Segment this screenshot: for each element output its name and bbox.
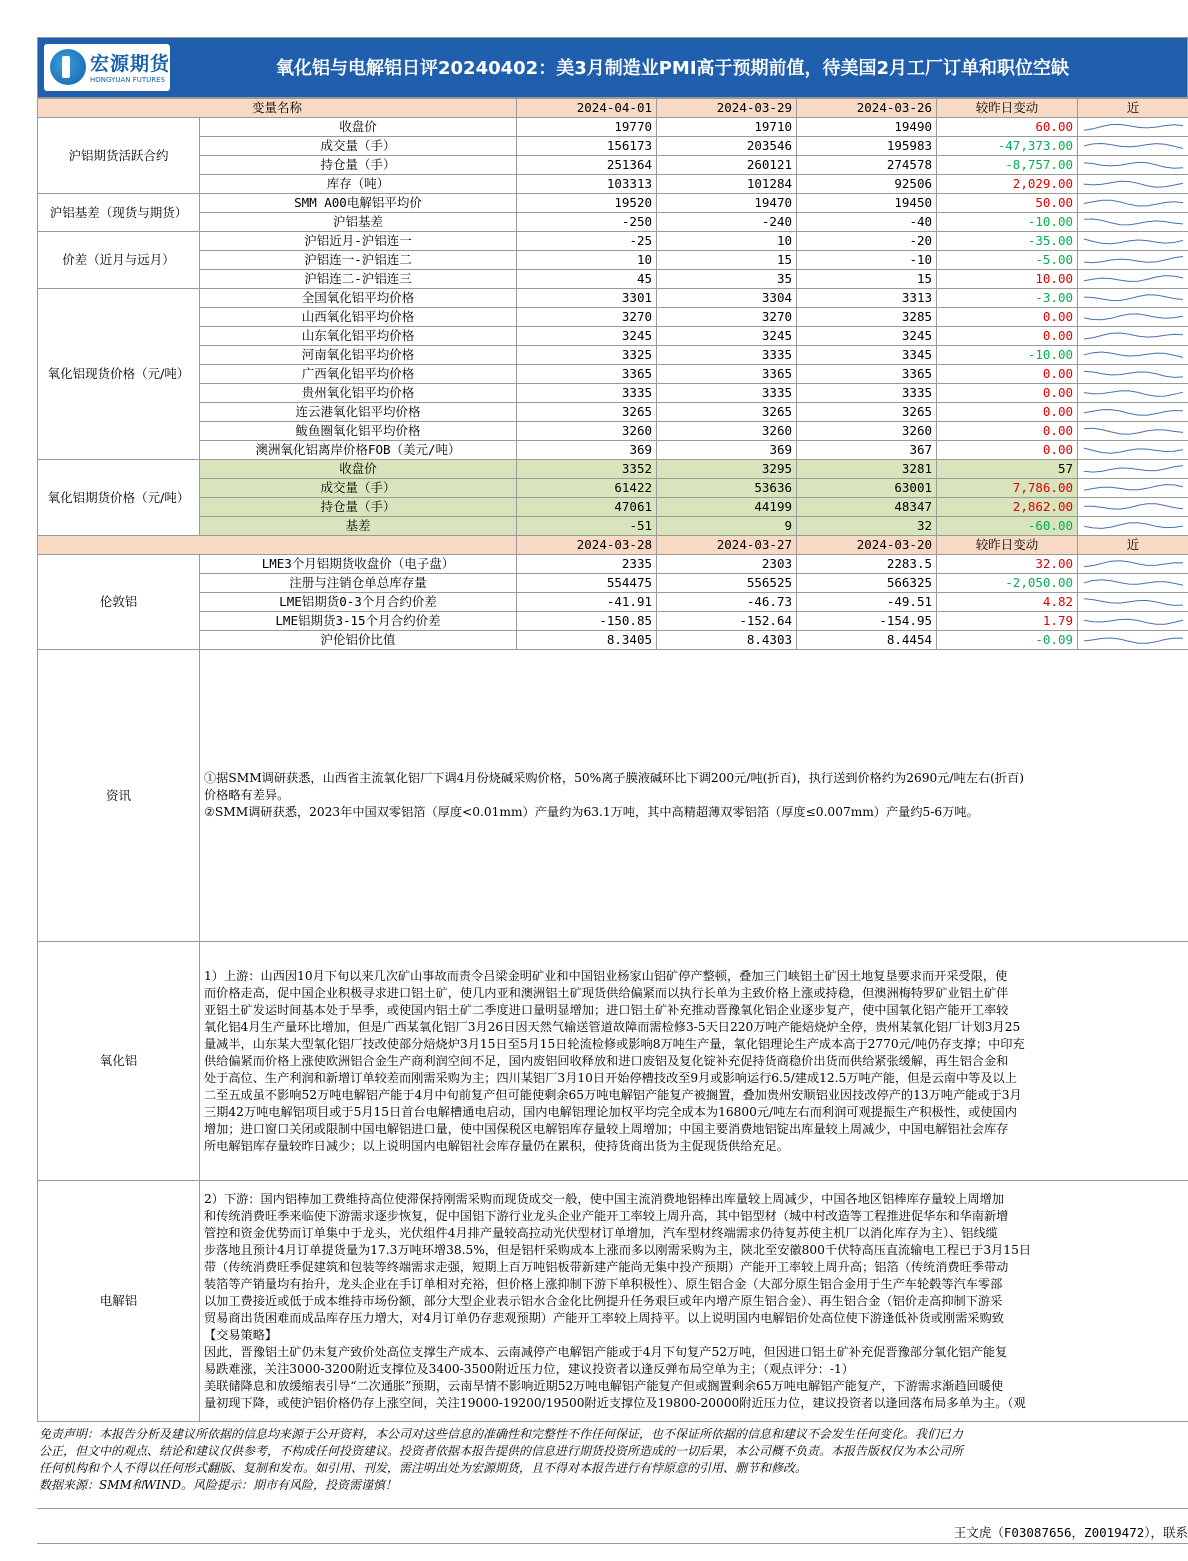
sparkline-trend	[1084, 333, 1183, 339]
header-cell-variable	[38, 536, 517, 555]
row-label: 河南氧化铝平均价格	[200, 346, 517, 365]
sparkline-trend	[1084, 257, 1183, 263]
sparkline-trend	[1084, 599, 1183, 606]
header-cell-variable: 变量名称	[38, 99, 517, 118]
value-cell: 19520	[517, 194, 657, 213]
sparkline-cell	[1078, 213, 1188, 232]
table-row	[38, 365, 1188, 384]
text-line: 装箔等产销量均有抬升，龙头企业在手订单相对充裕，但价格上涨抑制下游下单积极性）、原生铝合金（大部分原生铝合金用于生产车轮毂等汽车零部	[204, 1276, 1003, 1291]
value-cell: -25	[517, 232, 657, 251]
table-row	[38, 441, 1188, 460]
sparkline-trend	[1084, 638, 1183, 643]
sparkline-cell	[1078, 441, 1188, 460]
sparkline-cell	[1078, 365, 1188, 384]
sparkline-trend	[1084, 239, 1183, 244]
row-label: 基差	[200, 517, 517, 536]
value-cell: 3335	[657, 346, 797, 365]
row-label: LME铝期货3-15个月合约价差	[200, 612, 517, 631]
group-label: 沪铝期货活跃合约	[38, 118, 200, 194]
logo-text-cn: 宏源期货	[90, 53, 171, 75]
table-row	[38, 498, 1188, 517]
text-line: ②SMM调研获悉，2023年中国双零铝箔（厚度<0.01mm）产量约为63.1万吨，其中高精超薄双零铝箔（厚度≤0.007mm）产量约5-6万吨。	[204, 805, 979, 819]
table-row	[38, 422, 1188, 441]
row-label: 持仓量（手）	[200, 156, 517, 175]
sparkline-cell	[1078, 308, 1188, 327]
sparkline-trend	[1084, 219, 1183, 225]
disclaimer	[37, 1422, 1188, 1509]
table-row	[38, 631, 1188, 650]
sparkline-trend	[1084, 466, 1183, 473]
sparkline-cell	[1078, 403, 1188, 422]
value-cell: 8.3405	[517, 631, 657, 650]
sparkline-cell	[1078, 289, 1188, 308]
news-text	[200, 650, 1188, 942]
news-label: 资讯	[38, 650, 200, 942]
header-cell: 较昨日变动	[937, 99, 1078, 118]
text-line: 氧化铝4月生产量环比增加，但是广西某氧化铝厂3月26日因天然气输送管道故障而需检修3-5天日220万吨产能焙烧炉全停，贵州某氧化铝厂计划3月25	[204, 1019, 1021, 1034]
change-cell: 7,786.00	[937, 479, 1078, 498]
table-row	[38, 251, 1188, 270]
table-row	[38, 308, 1188, 327]
value-cell: 3325	[517, 346, 657, 365]
alumina-text	[200, 942, 1188, 1181]
report-page	[37, 37, 1188, 1544]
change-cell: -2,050.00	[937, 574, 1078, 593]
table-row	[38, 346, 1188, 365]
author-line: 王文虎（F03087656，Z0019472），联系	[37, 1509, 1188, 1544]
text-line: 因此，晋豫铝土矿仍未复产致价处高位支撑生产成本、云南减停产电解铝产能或于4月下旬复产52万吨，但因进口铝土矿补充促晋豫部分氧化铝产能复	[204, 1344, 1008, 1359]
text-line: 和传统消费旺季来临使下游需求逐步恢复，促中国铝下游行业龙头企业产能开工率较上周升高，其中铝型材（城中村改造等工程推进促华东和华南新增	[204, 1208, 1009, 1223]
sparkline-trend	[1084, 561, 1183, 567]
row-label: 沪铝连二-沪铝连三	[200, 270, 517, 289]
value-cell: 566325	[797, 574, 937, 593]
table-row	[38, 270, 1188, 289]
row-label: 山东氧化铝平均价格	[200, 327, 517, 346]
sparkline-cell	[1078, 270, 1188, 289]
row-label: 持仓量（手）	[200, 498, 517, 517]
value-cell: 103313	[517, 175, 657, 194]
value-cell: 260121	[657, 156, 797, 175]
row-label: 沪伦铝价比值	[200, 631, 517, 650]
text-line: 价格略有差异。	[204, 788, 290, 802]
change-cell: -3.00	[937, 289, 1078, 308]
alumina-row	[38, 942, 1188, 1181]
change-cell: 0.00	[937, 441, 1078, 460]
value-cell: 3365	[797, 365, 937, 384]
table-row	[38, 555, 1188, 574]
value-cell: 3245	[797, 327, 937, 346]
change-cell: -5.00	[937, 251, 1078, 270]
value-cell: -154.95	[797, 612, 937, 631]
value-cell: 3265	[517, 403, 657, 422]
change-cell: -10.00	[937, 346, 1078, 365]
change-cell: 0.00	[937, 365, 1078, 384]
row-label: 沪铝连一-沪铝连二	[200, 251, 517, 270]
value-cell: 19470	[657, 194, 797, 213]
sparkline-cell	[1078, 498, 1188, 517]
value-cell: 8.4454	[797, 631, 937, 650]
sparkline-cell	[1078, 137, 1188, 156]
value-cell: -46.73	[657, 593, 797, 612]
sparkline-trend	[1084, 485, 1183, 491]
value-cell: 19770	[517, 118, 657, 137]
text-line: 贸易商出货困难而成品库存压力增大，对4月订单仍存悲观预期）产能开工率较上周持平。以上说明国内电解铝价处高位使下游逢低补货或刚需采购致	[204, 1310, 1004, 1325]
group-label: 伦敦铝	[38, 555, 200, 650]
row-label: 收盘价	[200, 118, 517, 137]
sparkline-trend	[1084, 162, 1183, 168]
text-line: 管控和资金优势而订单集中于龙头，光伏组件4月排产量较高拉动光伏型材订单增加，汽车型材终端需求仍待复苏使主机厂以消化库存为主）、铝线缆	[204, 1225, 998, 1240]
value-cell: 251364	[517, 156, 657, 175]
value-cell: 369	[517, 441, 657, 460]
data-table	[37, 98, 1188, 1422]
electro-row	[38, 1181, 1188, 1422]
value-cell: 32	[797, 517, 937, 536]
sparkline-trend	[1084, 144, 1183, 149]
header-cell: 近	[1078, 536, 1188, 555]
header-cell: 2024-03-20	[797, 536, 937, 555]
sparkline-cell	[1078, 232, 1188, 251]
value-cell: 2335	[517, 555, 657, 574]
value-cell: 369	[657, 441, 797, 460]
text-line: 而价格走高，促中国企业积极寻求进口铝土矿，使几内亚和澳洲铝土矿现货供给偏紧而以执行长单为主致价格上涨或持稳，但澳洲梅特罗矿业铝土矿伴	[204, 985, 1009, 1000]
value-cell: -51	[517, 517, 657, 536]
row-label: 收盘价	[200, 460, 517, 479]
table-row	[38, 213, 1188, 232]
value-cell: 203546	[657, 137, 797, 156]
text-line: 美联储降息和放缓缩表引导“二次通胀”预期，云南旱情不影响近期52万吨电解铝产能复产但或搁置剩余65万吨电解铝产能复产，下游需求渐趋回暖使	[204, 1378, 1004, 1393]
row-label: 连云港氧化铝平均价格	[200, 403, 517, 422]
value-cell: 3335	[517, 384, 657, 403]
value-cell: -40	[797, 213, 937, 232]
row-label: 澳洲氧化铝离岸价格FOB（美元/吨）	[200, 441, 517, 460]
value-cell: 15	[797, 270, 937, 289]
logo-text-en: HONGYUAN FUTURES	[90, 76, 166, 84]
table-row	[38, 232, 1188, 251]
value-cell: 35	[657, 270, 797, 289]
table-row	[38, 574, 1188, 593]
disclaimer-line: 数据来源：SMM和WIND。风险提示：期市有风险，投资需谨慎！	[39, 1478, 397, 1492]
value-cell: -41.91	[517, 593, 657, 612]
value-cell: -49.51	[797, 593, 937, 612]
change-cell: 57	[937, 460, 1078, 479]
row-label: 山西氧化铝平均价格	[200, 308, 517, 327]
change-cell: 2,029.00	[937, 175, 1078, 194]
sparkline-cell	[1078, 422, 1188, 441]
value-cell: 3313	[797, 289, 937, 308]
value-cell: 63001	[797, 479, 937, 498]
text-line: 处于高位、生产利润和新增订单较差而刚需采购为主；四川某铝厂3月10日开始停槽技改至9月或影响运行6.5/建成12.5万吨产能，但是云南中等及以上	[204, 1070, 1017, 1085]
value-cell: 92506	[797, 175, 937, 194]
value-cell: -150.85	[517, 612, 657, 631]
value-cell: 3365	[517, 365, 657, 384]
text-line: 【交易策略】	[204, 1327, 278, 1342]
value-cell: 48347	[797, 498, 937, 517]
table-row	[38, 137, 1188, 156]
value-cell: 45	[517, 270, 657, 289]
header-cell: 2024-04-01	[517, 99, 657, 118]
sparkline-trend	[1084, 181, 1183, 187]
row-label: 注册与注销仓单总库存量	[200, 574, 517, 593]
sparkline-trend	[1084, 410, 1183, 416]
disclaimer-line: 免责声明：本报告分析及建议所依据的信息均来源于公开资料，本公司对这些信息的准确性和完整性不作任何保证，也不保证所依据的信息和建议不会发生任何变化。我们已力	[39, 1427, 964, 1441]
lme-header-row	[38, 536, 1188, 555]
sparkline-trend	[1084, 523, 1183, 529]
text-line: 以加工费接近或低于成本维持市场份额，部分大型企业表示铝水合金化比例提升任务艰巨或年内增产原生铝合金）、再生铝合金（铝价走高抑制下游采	[204, 1293, 1003, 1308]
sparkline-cell	[1078, 460, 1188, 479]
report-header	[37, 37, 1188, 98]
sparkline-cell	[1078, 346, 1188, 365]
change-cell: 1.79	[937, 612, 1078, 631]
sparkline-trend	[1084, 371, 1183, 377]
sparkline-trend	[1084, 580, 1183, 586]
value-cell: 554475	[517, 574, 657, 593]
value-cell: 3335	[657, 384, 797, 403]
value-cell: 3245	[657, 327, 797, 346]
value-cell: -10	[797, 251, 937, 270]
header-cell: 2024-03-28	[517, 536, 657, 555]
row-label: LME3个月铝期货收盘价（电子盘）	[200, 555, 517, 574]
value-cell: -152.64	[657, 612, 797, 631]
sparkline-trend	[1084, 276, 1183, 282]
sparkline-trend	[1084, 448, 1183, 453]
text-line: 亚铝土矿发运时间基本处于旱季，或使国内铝土矿二季度进口量明显增加；进口铝土矿补充推动晋豫氧化铝企业逐步复产，使中国氧化铝产能开工率较	[204, 1002, 1009, 1017]
row-label: 库存（吨）	[200, 175, 517, 194]
disclaimer-line: 公正，但文中的观点、结论和建议仅供参考，不构成任何投资建议。投资者依据本报告提供的信息进行期货投资所造成的一切后果，本公司概不负责。本报告版权仅为本公司所	[39, 1444, 964, 1458]
value-cell: 3265	[657, 403, 797, 422]
text-line: 二至五成虽不影响52万吨电解铝产能于4月中旬前复产但可能使剩余65万吨电解铝产能复产被搁置，叠加贵州安顺铝业因技改停产的13万吨产能或于3月	[204, 1087, 1022, 1102]
row-label: 沪铝近月-沪铝连一	[200, 232, 517, 251]
company-logo	[44, 44, 170, 91]
value-cell: 61422	[517, 479, 657, 498]
news-row	[38, 650, 1188, 942]
table-row	[38, 327, 1188, 346]
sparkline-cell	[1078, 517, 1188, 536]
value-cell: 156173	[517, 137, 657, 156]
sparkline-cell	[1078, 612, 1188, 631]
value-cell: 9	[657, 517, 797, 536]
sparkline-trend	[1084, 200, 1183, 206]
value-cell: -20	[797, 232, 937, 251]
text-line: 量减半，山东某大型氧化铝厂技改使部分焙烧炉3月15日至5月15日轮流检修或影响8万吨生产量，氧化铝理论生产成本高于2770元/吨仍存支撑；中印充	[204, 1036, 1025, 1051]
change-cell: 0.00	[937, 327, 1078, 346]
text-line: 增加；进口窗口关闭或限制中国电解铝进口量，使中国保税区电解铝库存量较上周增加；中国主要消费地铝锭出库量较上周减少，中国电解铝社会库存	[204, 1121, 1009, 1136]
value-cell: 3345	[797, 346, 937, 365]
table-row	[38, 289, 1188, 308]
change-cell: 50.00	[937, 194, 1078, 213]
table-row	[38, 403, 1188, 422]
change-cell: -0.09	[937, 631, 1078, 650]
change-cell: -8,757.00	[937, 156, 1078, 175]
report-title: 氧化铝与电解铝日评20240402：美3月制造业PMI高于预期前值，待美国2月工厂订单和职位空缺	[276, 58, 1070, 79]
value-cell: 3260	[797, 422, 937, 441]
sparkline-trend	[1084, 391, 1183, 397]
alumina-label: 氧化铝	[38, 942, 200, 1181]
value-cell: 10	[657, 232, 797, 251]
text-line: 量初现下降，或使沪铝价格仍存上涨空间，关注19000-19200/19500附近支撑位及19800-20000附近压力位，建议投资者以逢回落布局多单为主。（观	[204, 1395, 1026, 1410]
sparkline-trend	[1084, 295, 1183, 301]
value-cell: 556525	[657, 574, 797, 593]
group-label: 沪铝基差（现货与期货）	[38, 194, 200, 232]
table-row	[38, 194, 1188, 213]
change-cell: -35.00	[937, 232, 1078, 251]
change-cell: -60.00	[937, 517, 1078, 536]
header-cell: 近	[1078, 99, 1188, 118]
value-cell: 44199	[657, 498, 797, 517]
row-label: 成交量（手）	[200, 137, 517, 156]
value-cell: 3245	[517, 327, 657, 346]
table-row	[38, 517, 1188, 536]
sparkline-trend	[1084, 504, 1183, 509]
header-cell: 2024-03-27	[657, 536, 797, 555]
text-line: 所电解铝库存量较昨日减少；以上说明国内电解铝社会库存量仍在累积，使持货商出货为主促现货供给充足。	[204, 1138, 789, 1153]
value-cell: 367	[797, 441, 937, 460]
value-cell: 3281	[797, 460, 937, 479]
table-row	[38, 479, 1188, 498]
sparkline-cell	[1078, 593, 1188, 612]
text-line: 供给偏紧而价格上涨使欧洲铝合金生产商利润空间不足，国内废铝回收释放和进口废铝及复化锭补充促持货商稳价出货而供给紧张缓解，再生铝合金和	[204, 1053, 1009, 1068]
header-cell: 较昨日变动	[937, 536, 1078, 555]
value-cell: 101284	[657, 175, 797, 194]
change-cell: -10.00	[937, 213, 1078, 232]
value-cell: 2283.5	[797, 555, 937, 574]
sparkline-cell	[1078, 327, 1188, 346]
row-label: 贵州氧化铝平均价格	[200, 384, 517, 403]
table-row	[38, 175, 1188, 194]
table-row	[38, 593, 1188, 612]
value-cell: 15	[657, 251, 797, 270]
row-label: LME铝期货0-3个月合约价差	[200, 593, 517, 612]
change-cell: -47,373.00	[937, 137, 1078, 156]
value-cell: 3285	[797, 308, 937, 327]
sparkline-cell	[1078, 251, 1188, 270]
change-cell: 4.82	[937, 593, 1078, 612]
row-label: 全国氧化铝平均价格	[200, 289, 517, 308]
text-line: 步落地且预计4月订单提货量为17.3万吨环增38.5%，但是铝杆采购成本上涨而多以刚需采购为主，陕北至安徽800千伏特高压直流输电工程已于3月15日	[204, 1242, 1032, 1257]
sparkline-trend	[1084, 428, 1183, 434]
value-cell: 3365	[657, 365, 797, 384]
sparkline-cell	[1078, 175, 1188, 194]
sparkline-cell	[1078, 156, 1188, 175]
text-line: 2）下游：国内铝棒加工费维持高位使滞保持刚需采购而现货成交一般，使中国主流消费地铝棒出库量较上周减少，中国各地区铝棒库存量较上周增加	[204, 1191, 1004, 1206]
sparkline-trend	[1084, 314, 1183, 320]
value-cell: 3270	[517, 308, 657, 327]
change-cell: 0.00	[937, 403, 1078, 422]
table-row	[38, 156, 1188, 175]
electro-label: 电解铝	[38, 1181, 200, 1422]
change-cell: 60.00	[937, 118, 1078, 137]
sparkline-cell	[1078, 384, 1188, 403]
table-row	[38, 384, 1188, 403]
value-cell: 2303	[657, 555, 797, 574]
value-cell: 3335	[797, 384, 937, 403]
value-cell: -240	[657, 213, 797, 232]
value-cell: 3260	[517, 422, 657, 441]
row-label: 成交量（手）	[200, 479, 517, 498]
value-cell: 8.4303	[657, 631, 797, 650]
row-label: 沪铝基差	[200, 213, 517, 232]
sparkline-cell	[1078, 555, 1188, 574]
value-cell: 3301	[517, 289, 657, 308]
text-line: ①据SMM调研获悉，山西省主流氧化铝厂下调4月份烧碱采购价格，50%离子膜液碱环比下调200元/吨(折百)，执行送到价格约为2690元/吨左右(折百)	[204, 771, 1024, 785]
electro-text	[200, 1181, 1188, 1422]
text-line: 三期42万吨电解铝项目或于5月15日首台电解槽通电启动，国内电解铝理论加权平均完全成本为16800元/吨左右而利润可观提振生产积极性，或使国内	[204, 1104, 1017, 1119]
value-cell: 19710	[657, 118, 797, 137]
sparkline-cell	[1078, 574, 1188, 593]
sparkline-cell	[1078, 118, 1188, 137]
logo-mark-icon	[50, 49, 86, 85]
sparkline-trend	[1084, 619, 1183, 624]
value-cell: 3265	[797, 403, 937, 422]
sparkline-cell	[1078, 631, 1188, 650]
value-cell: 3260	[657, 422, 797, 441]
text-line: 带（传统消费旺季促建筑和包装等终端需求走强，短期上百万吨铝板带新建产能尚无集中投产预期）产能开工率较上周升高；铝箔（传统消费旺季带动	[204, 1259, 1009, 1274]
group-label: 氧化铝现货价格（元/吨）	[38, 289, 200, 460]
header-cell: 2024-03-29	[657, 99, 797, 118]
disclaimer-line: 任何机构和个人不得以任何形式翻版、复制和发布。如引用、刊发，需注明出处为宏源期货，且不得对本报告进行有悖原意的引用、删节和修改。	[39, 1461, 808, 1475]
table-header-row	[38, 99, 1188, 118]
group-label: 价差（近月与远月）	[38, 232, 200, 289]
value-cell: 19490	[797, 118, 937, 137]
sparkline-cell	[1078, 479, 1188, 498]
group-label: 氧化铝期货价格（元/吨）	[38, 460, 200, 536]
text-line: 易跌难涨，关注3000-3200附近支撑位及3400-3500附近压力位，建议投资者以逢反弹布局空单为主；（观点评分：-1）	[204, 1361, 854, 1376]
value-cell: 274578	[797, 156, 937, 175]
sparkline-trend	[1084, 124, 1183, 130]
value-cell: 53636	[657, 479, 797, 498]
change-cell: 0.00	[937, 384, 1078, 403]
value-cell: 3304	[657, 289, 797, 308]
change-cell: 0.00	[937, 308, 1078, 327]
table-row	[38, 612, 1188, 631]
value-cell: 10	[517, 251, 657, 270]
value-cell: 47061	[517, 498, 657, 517]
sparkline-trend	[1084, 352, 1183, 357]
sparkline-cell	[1078, 194, 1188, 213]
table-row	[38, 460, 1188, 479]
value-cell: 3295	[657, 460, 797, 479]
header-cell: 2024-03-26	[797, 99, 937, 118]
value-cell: -250	[517, 213, 657, 232]
value-cell: 195983	[797, 137, 937, 156]
row-label: SMM A00电解铝平均价	[200, 194, 517, 213]
change-cell: 0.00	[937, 422, 1078, 441]
row-label: 鲅鱼圈氧化铝平均价格	[200, 422, 517, 441]
value-cell: 3270	[657, 308, 797, 327]
text-line: 1）上游：山西因10月下旬以来几次矿山事故而责令吕梁金明矿业和中国铝业杨家山铝矿停产整顿，叠加三门峡铝土矿因土地复垦要求而开采受限，使	[204, 968, 1008, 983]
value-cell: 19450	[797, 194, 937, 213]
change-cell: 2,862.00	[937, 498, 1078, 517]
change-cell: 10.00	[937, 270, 1078, 289]
row-label: 广西氧化铝平均价格	[200, 365, 517, 384]
value-cell: 3352	[517, 460, 657, 479]
table-row	[38, 118, 1188, 137]
change-cell: 32.00	[937, 555, 1078, 574]
